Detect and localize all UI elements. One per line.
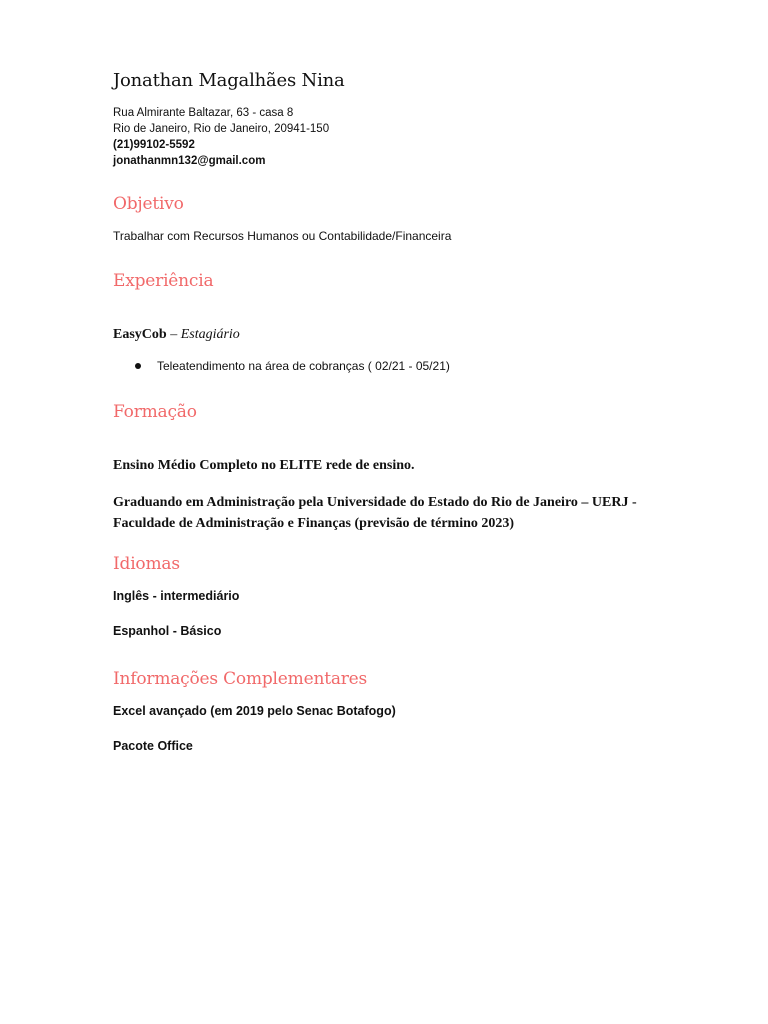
address-line-2: Rio de Janeiro, Rio de Janeiro, 20941-150 <box>113 123 330 135</box>
complementares-item-1: Excel avançado (em 2019 pelo Senac Botafogo) <box>113 704 396 718</box>
candidate-name: Jonathan Magalhães Nina <box>113 70 345 91</box>
contact-block <box>113 105 329 169</box>
formacao-item-2: Graduando em Administração pela Universidade do Estado do Rio de Janeiro – UERJ - Faculdade de Administração e Finanças (previsão de término 2023) <box>113 495 637 531</box>
job-role: Estagiário <box>180 327 240 342</box>
job-bullet-item <box>135 359 450 373</box>
complementares-item-2: Pacote Office <box>113 739 193 753</box>
job-entry <box>113 327 240 343</box>
section-title-formacao: Formação <box>113 402 197 422</box>
section-title-complementares: Informações Complementares <box>113 669 368 689</box>
objetivo-text: Trabalhar com Recursos Humanos ou Contabilidade/Financeira <box>113 229 452 243</box>
formacao-item-1: Ensino Médio Completo no ELITE rede de ensino. <box>113 458 415 473</box>
address-line-1: Rua Almirante Baltazar, 63 - casa 8 <box>113 107 294 119</box>
idiomas-item-2: Espanhol - Básico <box>113 624 222 638</box>
job-company: EasyCob <box>113 327 167 342</box>
email-address: jonathanmn132@gmail.com <box>113 155 266 167</box>
idiomas-item-1: Inglês - intermediário <box>113 589 240 603</box>
section-title-idiomas: Idiomas <box>113 554 180 574</box>
section-title-objetivo: Objetivo <box>113 194 184 214</box>
section-title-experiencia: Experiência <box>113 271 214 291</box>
job-separator: – <box>166 327 181 342</box>
bullet-dot-icon <box>135 363 141 369</box>
phone-number: (21)99102-5592 <box>113 139 195 151</box>
job-bullet-text: Teleatendimento na área de cobranças ( 02/21 - 05/21) <box>157 359 450 373</box>
